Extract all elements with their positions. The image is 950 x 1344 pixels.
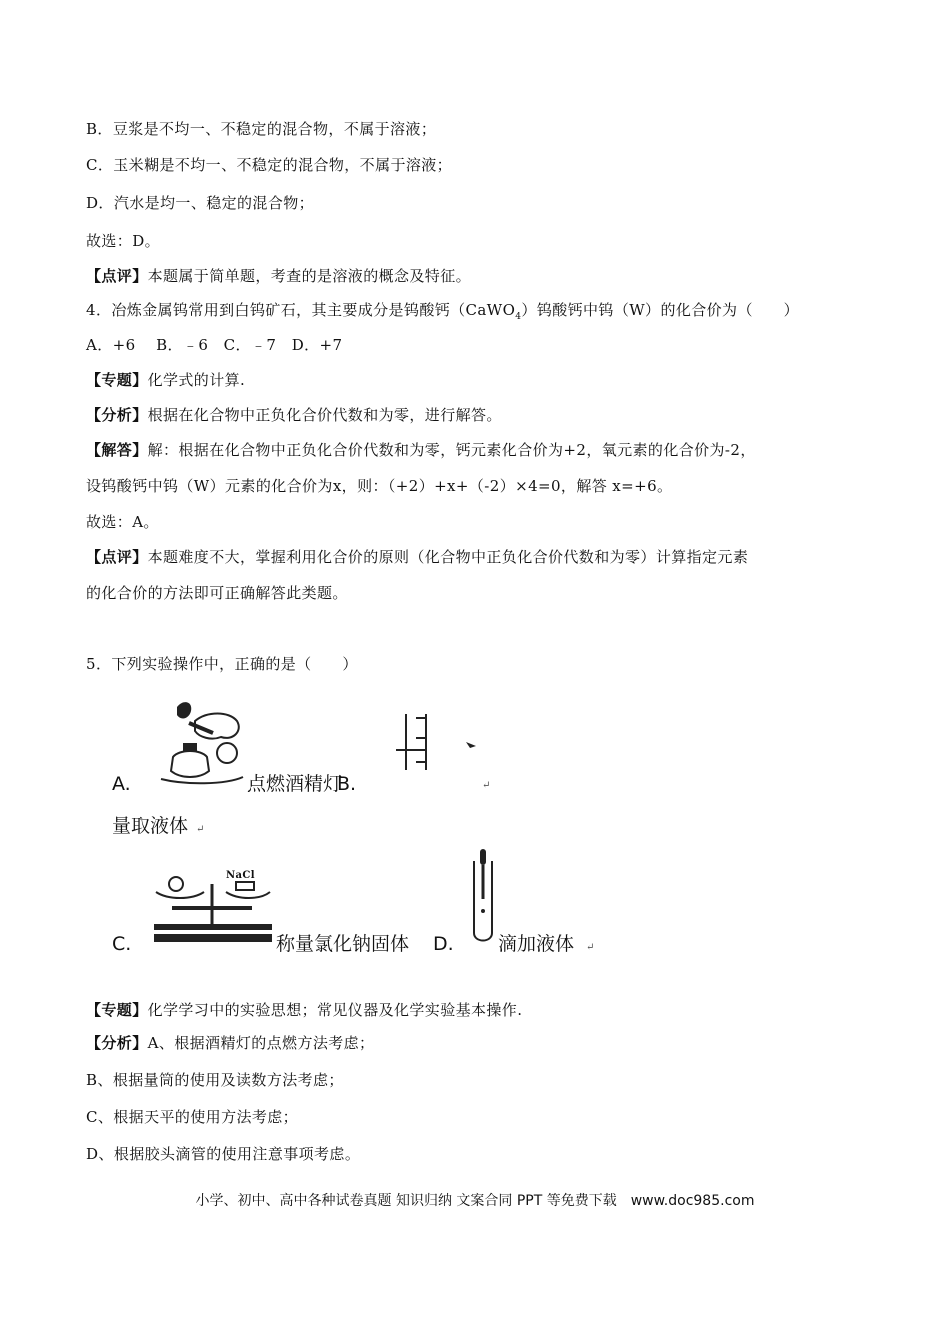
return-mark: ↵ <box>482 780 491 791</box>
option-c-letter: C. <box>112 933 132 955</box>
question-4-tail: ）钨酸钙中钨（W）的化合价为（ ） <box>521 301 800 319</box>
return-mark: ↵ <box>586 942 595 953</box>
solution-q4 <box>86 440 756 460</box>
option-b-soymilk: B．豆浆是不均一、不稳定的混合物，不属于溶液； <box>86 120 437 138</box>
option-a-text: 点燃酒精灯 <box>247 773 343 795</box>
analysis-q5 <box>86 1033 374 1053</box>
topic-text: 化学式的计算. <box>147 371 246 389</box>
question-4-text: 4．冶炼金属钨常用到白钨矿石，其主要成分是钨酸钙（CaWO <box>86 301 516 319</box>
analysis-q5-c: C、根据天平的使用方法考虑； <box>86 1108 299 1126</box>
topic-q4 <box>86 370 245 390</box>
solution-text: 解：根据在化合物中正负化合价代数和为零，钙元素化合价为+2，氧元素的化合价为-2， <box>147 441 756 459</box>
review-tag: 【点评】 <box>86 548 148 566</box>
option-c-text: 称量氯化钠固体 <box>276 933 410 955</box>
topic-tag: 【专题】 <box>86 371 148 389</box>
question-4 <box>86 300 799 327</box>
subscript-4: 4 <box>515 312 522 322</box>
analysis-q4 <box>86 405 502 425</box>
analysis-text: 根据在化合物中正负化合价代数和为零，进行解答。 <box>147 406 502 424</box>
review-q4-line2: 的化合价的方法即可正确解答此类题。 <box>86 584 348 602</box>
review-tag: 【点评】 <box>86 267 148 285</box>
option-d-letter: D. <box>433 933 454 955</box>
return-mark: ↵ <box>196 824 205 835</box>
topic-tag: 【专题】 <box>86 1001 148 1019</box>
review-text: 本题属于简单题，考查的是溶液的概念及特征。 <box>147 267 472 285</box>
analysis-tag: 【分析】 <box>86 1034 148 1052</box>
answer-q3: 故选：D。 <box>86 232 161 250</box>
footer-link[interactable]: 小学、初中、高中各种试卷真题 知识归纳 文案合同 PPT 等免费下载 www.doc985.com <box>195 1193 755 1209</box>
alcohol-lamp-illustration <box>155 697 245 787</box>
option-b-text: 量取液体 <box>112 815 189 837</box>
option-b-letter: B. <box>337 773 357 795</box>
question-4-options: A．+6 B．﹣6 C．﹣7 D．+7 <box>86 336 343 354</box>
option-d-soda: D．汽水是均一、稳定的混合物； <box>86 194 315 212</box>
measuring-cylinder-illustration <box>380 712 492 772</box>
question-5: 5．下列实验操作中，正确的是（ ） <box>86 655 358 673</box>
answer-q4: 故选：A。 <box>86 513 159 531</box>
review-q3 <box>86 266 471 286</box>
nacl-label: NaCl <box>226 870 255 881</box>
balance-illustration <box>152 862 274 946</box>
option-d-text: 滴加液体 <box>498 933 575 955</box>
solution-tag: 【解答】 <box>86 441 148 459</box>
solution-q4-line2: 设钨酸钙中钨（W）元素的化合价为x，则：（+2）+x+（-2）×4=0，解答 x=+6。 <box>86 477 673 495</box>
review-text: 本题难度不大，掌握利用化合价的原则（化合物中正负化合价代数和为零）计算指定元素 <box>147 548 749 566</box>
analysis-tag: 【分析】 <box>86 406 148 424</box>
option-c-cornpaste: C．玉米糊是不均一、不稳定的混合物，不属于溶液； <box>86 156 453 174</box>
analysis-text: A、根据酒精灯的点燃方法考虑； <box>147 1034 375 1052</box>
analysis-q5-b: B、根据量筒的使用及读数方法考虑； <box>86 1071 344 1089</box>
topic-text: 化学学习中的实验思想；常见仪器及化学实验基本操作. <box>147 1001 523 1019</box>
topic-q5 <box>86 1000 522 1020</box>
analysis-q5-d: D、根据胶头滴管的使用注意事项考虑。 <box>86 1145 361 1163</box>
test-tube-dropper-illustration <box>470 849 498 945</box>
review-q4 <box>86 547 748 567</box>
option-a-letter: A. <box>112 773 131 795</box>
